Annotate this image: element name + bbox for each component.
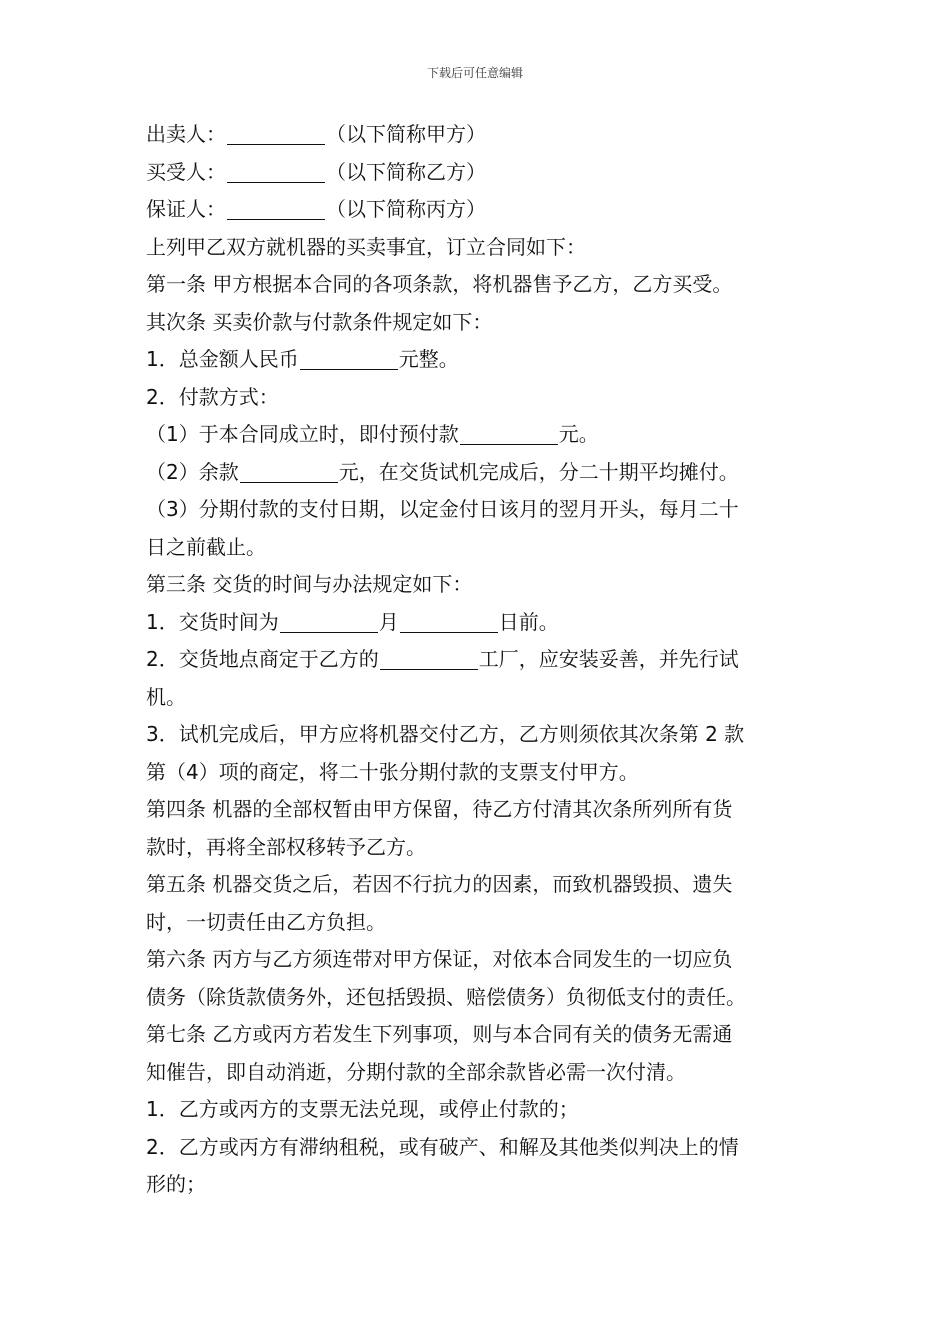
seller-blank[interactable] [227, 122, 325, 145]
guarantor-line: 保证人： （以下简称丙方） [146, 197, 486, 221]
total-amount-line: 1．总金额人民币 元整。 [146, 347, 459, 371]
article-1: 第一条 甲方根据本合同的各项条款，将机器售予乙方，乙方买受。 [146, 272, 733, 296]
trial-run-line-2: 第（4）项的商定，将二十张分期付款的支票支付甲方。 [146, 759, 639, 784]
guarantor-blank[interactable] [227, 197, 325, 220]
balance-blank[interactable] [240, 460, 338, 483]
article-4-line-1: 第四条 机器的全部权暂由甲方保留，待乙方付清其次条所列所有货 [146, 797, 733, 821]
article-7-line-1: 第七条 乙方或丙方若发生下列事项，则与本合同有关的债务无需通 [146, 1022, 733, 1046]
article-7-item-2-line-1: 2．乙方或丙方有滞纳租税，或有破产、和解及其他类似判决上的情 [146, 1134, 739, 1159]
article-7-line-2: 知催告，即自动消逝，分期付款的全部余款皆必需一次付清。 [146, 1059, 686, 1084]
prepayment-line: （1）于本合同成立时，即付预付款 元。 [146, 422, 599, 446]
article-7-item-1: 1．乙方或丙方的支票无法兑现，或停止付款的； [146, 1097, 579, 1121]
page-header-note: 下载后可任意编辑 [426, 66, 523, 80]
payment-method-line: 2．付款方式： [146, 384, 279, 409]
article-3-title: 第三条 交货的时间与办法规定如下： [146, 572, 473, 596]
intro-line: 上列甲乙双方就机器的买卖事宜，订立合同如下： [146, 234, 586, 259]
prepayment-blank[interactable] [460, 422, 558, 445]
delivery-day-blank[interactable] [400, 610, 498, 633]
delivery-place-line-2: 机。 [146, 684, 186, 709]
total-amount-blank[interactable] [300, 347, 398, 370]
article-6-line-1: 第六条 丙方与乙方须连带对甲方保证，对依本合同发生的一切应负 [146, 947, 733, 971]
contract-body [146, 116, 810, 1204]
delivery-place-line: 2．交货地点商定于乙方的 工厂，应安装妥善，并先行试 [146, 647, 739, 671]
article-6-line-2: 债务（除货款债务外，还包括毁损、赔偿债务）负彻低支付的责任。 [146, 984, 746, 1009]
buyer-blank[interactable] [227, 160, 325, 183]
article-4-line-2: 款时，再将全部权移转予乙方。 [146, 834, 426, 859]
delivery-time-line: 1．交货时间为 月 日前。 [146, 609, 559, 634]
article-7-item-2-line-2: 形的； [146, 1172, 206, 1196]
delivery-month-blank[interactable] [280, 610, 378, 633]
balance-line: （2）余款 元，在交货试机完成后，分二十期平均摊付。 [146, 459, 739, 484]
seller-line: 出卖人： （以下简称甲方） [146, 122, 486, 146]
payment-date-line-2: 日之前截止。 [146, 534, 266, 559]
payment-date-line-1: （3）分期付款的支付日期，以定金付日该月的翌月开头，每月二十 [146, 497, 739, 521]
article-5-line-1: 第五条 机器交货之后，若因不行抗力的因素，而致机器毁损、遗失 [146, 872, 733, 896]
delivery-place-blank[interactable] [380, 647, 478, 670]
trial-run-line-1: 3．试机完成后，甲方应将机器交付乙方，乙方则须依其次条第 2 款 [146, 722, 745, 746]
article-5-line-2: 时，一切责任由乙方负担。 [146, 909, 386, 934]
buyer-line: 买受人： （以下简称乙方） [146, 159, 486, 184]
article-2-title: 其次条 买卖价款与付款条件规定如下： [146, 309, 493, 334]
